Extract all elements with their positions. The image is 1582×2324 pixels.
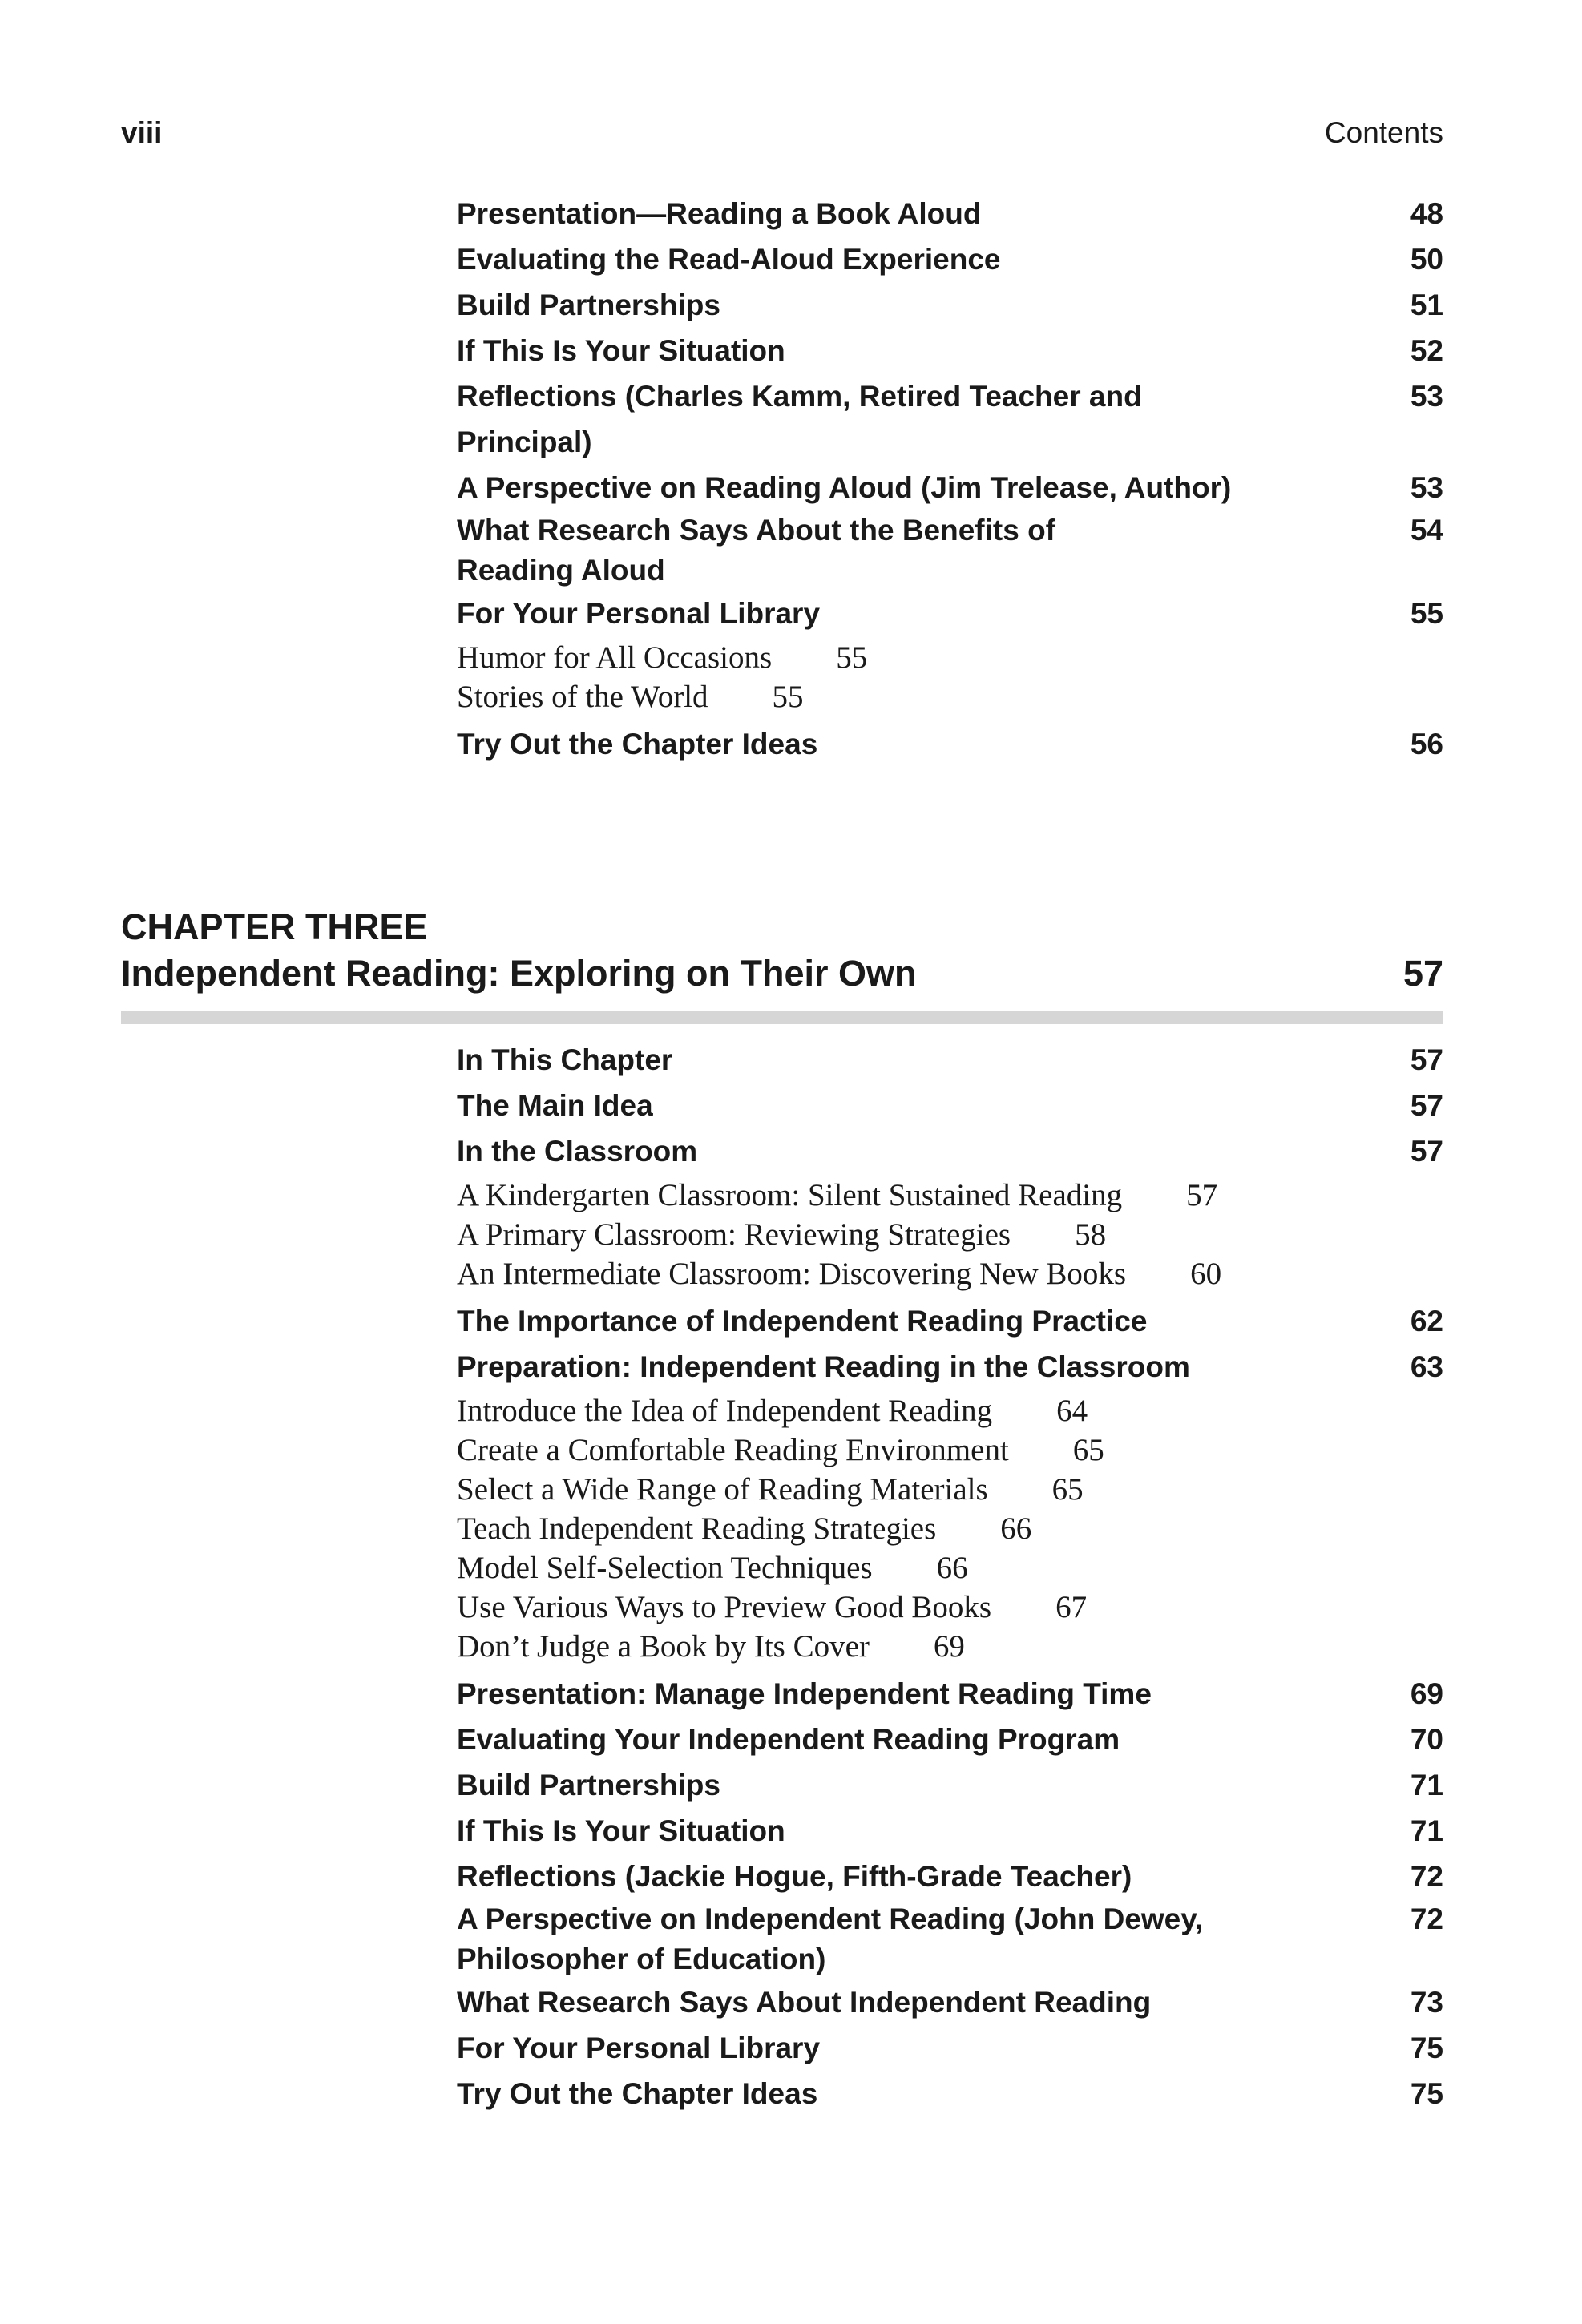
sub-entry-title: Create a Comfortable Reading Environment	[457, 1433, 1009, 1467]
toc-entry[interactable]	[457, 1671, 1443, 1717]
sub-entry[interactable]	[457, 638, 1443, 677]
chapter-divider	[121, 1011, 1443, 1024]
sub-entry[interactable]	[457, 1391, 1443, 1430]
entry-page: 53	[1410, 380, 1443, 413]
sub-entries	[457, 1174, 1443, 1298]
toc-entry[interactable]	[457, 510, 1443, 591]
entry-page: 55	[1410, 597, 1443, 630]
entry-title: If This Is Your Situation	[457, 334, 785, 367]
sub-entry-page: 67	[1055, 1590, 1088, 1624]
entry-title-line: A Perspective on Independent Reading (John Dewey,	[457, 1902, 1204, 1935]
sub-entry[interactable]	[457, 1627, 1443, 1666]
toc-entry[interactable]	[457, 1037, 1443, 1083]
sub-entry-title: Stories of the World	[457, 680, 708, 714]
sub-entry-title: Model Self-Selection Techniques	[457, 1551, 873, 1585]
entry-page: 56	[1410, 728, 1443, 761]
entry-page: 54	[1410, 514, 1443, 547]
toc-entry[interactable]	[457, 1298, 1443, 1344]
entry-title-line: What Research Says About the Benefits of	[457, 514, 1055, 547]
entry-title: The Importance of Independent Reading Practice	[457, 1305, 1148, 1338]
running-title: Contents	[1324, 116, 1443, 149]
entry-title: What Research Says About Independent Reading	[457, 1986, 1152, 2019]
sub-entry-page: 64	[1056, 1394, 1088, 1428]
toc-entry[interactable]	[457, 1808, 1443, 1854]
entry-title: Evaluating Your Independent Reading Program	[457, 1723, 1120, 1756]
entry-page: 48	[1410, 197, 1443, 230]
sub-entry-title: Use Various Ways to Preview Good Books	[457, 1590, 992, 1624]
sub-entry-page: 65	[1051, 1472, 1084, 1507]
sub-entry-page: 58	[1075, 1217, 1107, 1252]
entry-title: Try Out the Chapter Ideas	[457, 728, 818, 761]
sub-entry-page: 55	[836, 640, 868, 675]
entry-page: 71	[1410, 1769, 1443, 1802]
sub-entry[interactable]	[457, 677, 1443, 716]
sub-entry-title: A Kindergarten Classroom: Silent Sustained Reading	[457, 1178, 1123, 1212]
entry-page: 52	[1410, 334, 1443, 367]
toc-continuation	[457, 191, 1443, 767]
sub-entry[interactable]	[457, 1430, 1443, 1470]
sub-entries	[457, 636, 1443, 721]
entry-title: In This Chapter	[457, 1043, 673, 1076]
sub-entry-page: 69	[933, 1629, 965, 1664]
sub-entry[interactable]	[457, 1254, 1443, 1293]
entry-title: Presentation: Manage Independent Reading Time	[457, 1677, 1152, 1710]
toc-entry[interactable]	[457, 328, 1443, 373]
toc-entry[interactable]	[457, 191, 1443, 236]
toc-entry[interactable]	[457, 2071, 1443, 2116]
entry-page: 69	[1410, 1677, 1443, 1710]
entry-title: Preparation: Independent Reading in the Classroom	[457, 1350, 1190, 1383]
toc-entry[interactable]	[457, 282, 1443, 328]
chapter-label: CHAPTER THREE	[121, 906, 428, 947]
sub-entry[interactable]	[457, 1176, 1443, 1215]
entry-page: 71	[1410, 1814, 1443, 1847]
sub-entry-page: 66	[936, 1551, 968, 1585]
running-head	[121, 116, 1443, 156]
entry-title	[457, 1899, 1203, 1979]
sub-entry-page: 65	[1072, 1433, 1104, 1467]
toc-entry[interactable]	[457, 465, 1443, 510]
toc-entry[interactable]	[457, 721, 1443, 767]
entry-page: 57	[1410, 1089, 1443, 1122]
entry-title: Build Partnerships	[457, 1769, 720, 1802]
entry-page: 72	[1410, 1902, 1443, 1935]
chapter-page: 57	[1402, 953, 1443, 994]
sub-entry-title: Don’t Judge a Book by Its Cover	[457, 1629, 870, 1664]
sub-entry-title: A Primary Classroom: Reviewing Strategies	[457, 1217, 1011, 1252]
toc-entry[interactable]	[457, 1979, 1443, 2025]
entry-page: 73	[1410, 1986, 1443, 2019]
sub-entry-title: Humor for All Occasions	[457, 640, 773, 675]
toc-entry[interactable]	[457, 1899, 1443, 1979]
sub-entry[interactable]	[457, 1470, 1443, 1509]
entry-page: 57	[1410, 1043, 1443, 1076]
sub-entry-title: Select a Wide Range of Reading Materials	[457, 1472, 988, 1507]
sub-entry[interactable]	[457, 1588, 1443, 1627]
entry-title: A Perspective on Reading Aloud (Jim Trelease, Author)	[457, 471, 1232, 504]
entry-page: 53	[1410, 471, 1443, 504]
chapter-title-row[interactable]	[121, 950, 1443, 997]
toc-entry[interactable]	[457, 1762, 1443, 1808]
toc-entry[interactable]	[457, 1717, 1443, 1762]
entry-title: If This Is Your Situation	[457, 1814, 785, 1847]
sub-entry-page: 57	[1186, 1178, 1218, 1212]
entry-title: In the Classroom	[457, 1135, 698, 1168]
chapter-heading	[121, 904, 1443, 1024]
entry-title: Reflections (Charles Kamm, Retired Teacher and Principal)	[457, 380, 1142, 458]
entry-page: 75	[1410, 2031, 1443, 2064]
toc-entry[interactable]	[457, 1083, 1443, 1128]
sub-entry[interactable]	[457, 1509, 1443, 1548]
sub-entry-page: 55	[772, 680, 804, 714]
entry-title: Presentation—Reading a Book Aloud	[457, 197, 982, 230]
toc-entry[interactable]	[457, 591, 1443, 721]
entry-page: 72	[1410, 1860, 1443, 1893]
toc-entry[interactable]	[457, 1128, 1443, 1298]
toc-entry[interactable]	[457, 1854, 1443, 1899]
sub-entry-title: Teach Independent Reading Strategies	[457, 1511, 937, 1546]
sub-entry-title: An Intermediate Classroom: Discovering New Books	[457, 1257, 1127, 1291]
entry-title: For Your Personal Library	[457, 597, 821, 630]
entry-title: The Main Idea	[457, 1089, 653, 1122]
entry-page: 75	[1410, 2077, 1443, 2110]
entry-page: 62	[1410, 1305, 1443, 1338]
entry-title: Reflections (Jackie Hogue, Fifth-Grade Teacher)	[457, 1860, 1132, 1893]
page-number: viii	[121, 116, 163, 149]
entry-page: 50	[1410, 243, 1443, 276]
entry-title-line: Reading Aloud	[457, 554, 665, 587]
entry-page: 51	[1410, 288, 1443, 321]
chapter-title: Independent Reading: Exploring on Their Own	[121, 953, 917, 994]
toc-entry[interactable]	[457, 373, 1443, 465]
toc-chapter-three	[457, 1037, 1443, 2116]
sub-entry-page: 66	[1000, 1511, 1032, 1546]
entry-title: Try Out the Chapter Ideas	[457, 2077, 818, 2110]
entry-title: Evaluating the Read-Aloud Experience	[457, 243, 1001, 276]
entry-title	[457, 510, 1055, 591]
toc-entry[interactable]	[457, 1344, 1443, 1671]
entry-page: 57	[1410, 1135, 1443, 1168]
entry-title: Build Partnerships	[457, 288, 720, 321]
entry-page: 70	[1410, 1723, 1443, 1756]
entry-title: For Your Personal Library	[457, 2031, 821, 2064]
toc-entry[interactable]	[457, 236, 1443, 282]
sub-entries	[457, 1390, 1443, 1671]
sub-entry[interactable]	[457, 1215, 1443, 1254]
entry-page: 63	[1410, 1350, 1443, 1383]
sub-entry-page: 60	[1190, 1257, 1222, 1291]
toc-entry[interactable]	[457, 2025, 1443, 2071]
entry-title-line: Philosopher of Education)	[457, 1943, 826, 1975]
sub-entry[interactable]	[457, 1548, 1443, 1588]
sub-entry-title: Introduce the Idea of Independent Reading	[457, 1394, 993, 1428]
